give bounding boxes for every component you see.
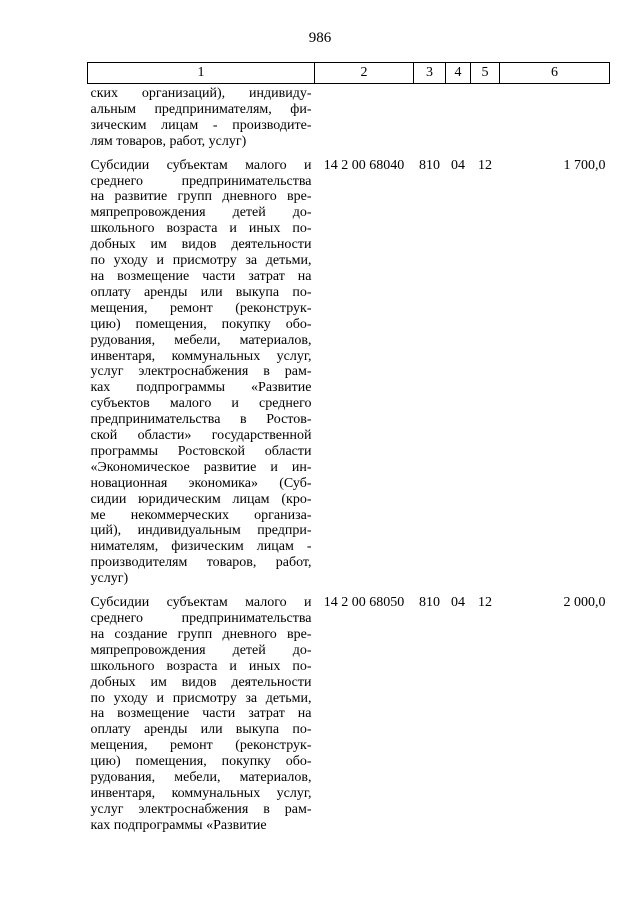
description-line: инвентаря, коммунальных услуг, [90, 348, 312, 364]
row-description [88, 152, 315, 593]
column-header: 4 [446, 63, 471, 84]
description-line: по уходу и присмотру за детьми, [90, 253, 312, 269]
table-row [88, 84, 610, 152]
amount-cell: 2 000,0 [563, 595, 606, 611]
column-header: 3 [414, 63, 446, 84]
description-line: рудования, мебели, материалов, [90, 332, 312, 348]
target-code-cell: 14 2 00 68040 [323, 157, 405, 173]
description-line: цию) помещения, покупку обо- [90, 316, 312, 332]
description-line: ках подпрограммы «Развитие [90, 817, 267, 833]
row-description [88, 593, 315, 834]
section-cell: 04 [451, 595, 465, 611]
description-line: зическим лицам - производите- [90, 117, 312, 133]
target-code-cell: 14 2 00 68050 [323, 595, 405, 611]
table-header-row [88, 63, 610, 84]
column-header: 1 [88, 63, 315, 84]
description-line: мещения, ремонт (реконструк- [90, 738, 312, 754]
amount-cell [500, 84, 610, 152]
expense-type-cell: 810 [419, 157, 440, 173]
description-line: мяпрепровождения детей до- [90, 642, 312, 658]
expense-type-cell [414, 84, 446, 152]
description-line: Субсидии субъектам малого и [90, 595, 312, 611]
description-line: рудования, мебели, материалов, [90, 770, 312, 786]
budget-table [87, 62, 610, 834]
description-line: «Экономическое развитие и ин- [90, 459, 312, 475]
target-code-cell [315, 84, 414, 152]
description-line: на развитие групп дневного вре- [90, 189, 312, 205]
description-line: школьного возраста и иных по- [90, 221, 312, 237]
description-line: добных им видов деятельности [90, 237, 312, 253]
amount-cell: 1 700,0 [563, 157, 606, 173]
column-header: 2 [315, 63, 414, 84]
description-line: на создание групп дневного вре- [90, 626, 312, 642]
subsection-cell [471, 84, 500, 152]
description-line: альным предпринимателям, фи- [90, 101, 312, 117]
description-line: среднего предпринимательства [90, 173, 312, 189]
description-line: лям товаров, работ, услуг) [90, 133, 247, 149]
description-line: школьного возраста и иных по- [90, 658, 312, 674]
expense-type-cell: 810 [419, 595, 440, 611]
description-line: программы Ростовской области [90, 443, 312, 459]
description-line: оплату аренды или выкупа по- [90, 284, 312, 300]
description-line: цию) помещения, покупку обо- [90, 754, 312, 770]
description-line: ских организаций), индивиду- [90, 86, 312, 101]
table-row [88, 152, 610, 593]
description-line: среднего предпринимательства [90, 611, 312, 626]
description-line: на возмещение части затрат на [90, 268, 312, 284]
table-row [88, 593, 610, 834]
description-line: субъектов малого и среднего [90, 396, 312, 412]
description-line: услуг электроснабжения в рам- [90, 364, 312, 380]
description-line: ской области» государственной [90, 428, 312, 444]
description-line: производителям товаров, работ, [90, 555, 312, 571]
description-line: услуг электроснабжения в рам- [90, 801, 312, 817]
section-cell: 04 [451, 157, 465, 173]
description-line: мяпрепровождения детей до- [90, 205, 312, 221]
description-line: оплату аренды или выкупа по- [90, 722, 312, 738]
description-line: нимателям, физическим лицам - [90, 539, 312, 555]
description-line: по уходу и присмотру за детьми, [90, 690, 312, 706]
column-header: 5 [471, 63, 500, 84]
description-line: добных им видов деятельности [90, 674, 312, 690]
description-line: услуг) [90, 571, 129, 587]
subsection-cell: 12 [478, 157, 492, 173]
description-line: инвентаря, коммунальных услуг, [90, 785, 312, 801]
section-cell [446, 84, 471, 152]
column-header: 6 [500, 63, 610, 84]
description-line: сидии юридическим лицам (кро- [90, 491, 312, 507]
description-line: на возмещение части затрат на [90, 706, 312, 722]
description-line: ций), индивидуальным предпри- [90, 523, 312, 539]
page-number: 986 [308, 30, 332, 46]
description-line: ме некоммерческих организа- [90, 507, 312, 523]
description-line: мещения, ремонт (реконструк- [90, 300, 312, 316]
description-line: Субсидии субъектам малого и [90, 157, 312, 173]
row-description [88, 84, 315, 152]
subsection-cell: 12 [478, 595, 492, 611]
description-line: новационная экономика» (Суб- [90, 475, 312, 491]
description-line: предпринимательства в Ростов- [90, 412, 312, 428]
description-line: ках подпрограммы «Развитие [90, 380, 312, 396]
